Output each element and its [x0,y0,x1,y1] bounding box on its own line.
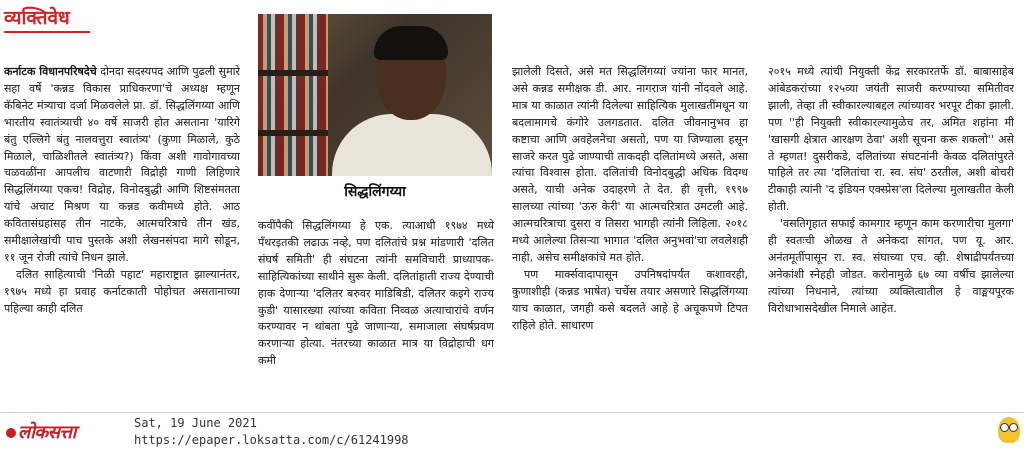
paragraph: दलित साहित्याची 'निळी पहाट' महाराष्ट्रात झाल्यानंतर, १९७५ मध्ये हा प्रवाह कर्नाटकाती पोहोचत असतानाच्या पहिल्या काही दलित [4,267,240,315]
loksatta-logo[interactable] [6,420,76,444]
footer-bar [0,412,1024,452]
lead-text: कर्नाटक विधानपरिषदेचे [4,65,97,78]
title-underline [4,31,90,33]
paragraph: कवींपैकी सिद्धलिंगय्या हे एक. त्याआधी १९७४ मध्ये पँथरइतकी लढाऊ नव्हे, पण दलितांचे प्रश्न मांडणारी 'दलित संघर्ष समिती' ही संघटना त्यांनी समविचारी प्राध्यापक-साहित्यिकांच्या साथीने सुरू केली. दलितांहाती राज्य देण्याची हाक देणाऱ्या 'दलितर बरुवर माडिबिडी, दलितर कइगे राज्य कुडी' यासारख्या त्यांच्या कविता निव्वळ अत्याचारांचे वर्णन करण्यावर न थांबता पुढे जाणाऱ्या, समाजाला संघर्षप्रवण करणाऱ्या होत्या. नंतरच्या काळात मात्र या विद्रोहाची धग कमी [258,219,494,368]
shelf-board [258,70,328,76]
column-1 [4,64,240,404]
portrait-photo [258,14,492,176]
paragraph [4,64,240,267]
paragraph: झालेली दिसते, असे मत सिद्धलिंगय्यां ज्यांना फार मानत, असे कन्नड समीक्षक डी. आर. नागराज यांनी नोंदवले आहे. मात्र या काळात त्यांनी दिलेल्या साहित्यिक मुलाखतींमधून या बदलामागचे कंगोरे उलगडतात. दलित जीवनानुभव हा कष्टाचा आणि अवहेलनेचा असतो, पण या जिण्याला हसून साजरे करत पुढे जाण्याची ताकदही दलितांमध्ये असते, असा त्यांचा विश्वास होता. दलितांची विनोदबुद्धी अधिक विदग्ध असते, याची अनेक उदाहरणे ते देत. ही वृत्ती, १९९७ सालच्या त्यांच्या 'ऊरु केरी' या आत्मचरित्रात उमटली आहे. आत्मचरित्राचा दुसरा व तिसरा भागही त्यांनी लिहिला. २०१८ मध्ये आलेल्या तिसऱ्या भागात 'दलित अनुभवां'चा लवलेशही नाही, असेच समीक्षकांचे मत होते. [512,65,748,264]
paragraph: २०१५ मध्ये त्यांची नियुक्ती केंद्र सरकारतर्फे डॉ. बाबासाहेब आंबेडकरांच्या १२५व्या जयंती साजरी करण्याच्या समितीवर झाली, तेव्हा ती स्वीकारल्याबद्दल त्यांच्यावर भरपूर टीका झाली. पण ''ही नियुक्ती स्वीकारल्यामुळेच तर, अमित शहांना मी 'खासगी क्षेत्रात आरक्षण ठेवा' अशी सूचना करू शकलो'' असे ते म्हणत! दुसरीकडे, दलितांच्या संघटनांनी केवळ दलितांपुरते पाहिले तर त्या 'दलितांचा रा. स्व. संघ' ठरतील, अशी बोचरी टीकाही त्यांनी 'द इंडियन एक्स्प्रेस'ला दिलेल्या मुलाखतीत केली होती. [768,65,1014,214]
photo-caption: सिद्धलिंगय्या [344,184,406,200]
paragraph-text: दोनदा सदस्यपद आणि पुढली सुमारे सहा वर्षे 'कन्नड विकास प्राधिकरणा'चे अध्यक्ष म्हणून कॅबिनेट मंत्र्याचा दर्जा मिळवलेले प्रा. डॉ. सिद्धलिंगय्या आणि भारतीय स्वातंत्र्याची ४० वर्षे साजरी होत असताना 'यारिगे बंतु एल्लिगे बंतु नालवत्तुरा स्वातंत्र्य' (कुणा मिळाले, कुठे मिळाले, चाळिशीतले स्वातंत्र्य?) किंवा अशी गावोगावच्या चळवळींना आपलीच वाटणारी विद्रोही गाणी लिहिणारे सिद्धलिंगय्या एकच! विद्रोह, विनोदबुद्धी आणि शिष्टसंमतता यांचे अचाट मिश्रण या कन्नड कवीमध्ये होते. आठ कवितासंग्रहांसह तीन नाटके, आत्मचरित्राचे तीन खंड, समीक्षालेखांची पाच पुस्तके अशी लेखनसंपदा मागे सोडून, ११ जून रोजी त्यांचे निधन झाले. [4,65,240,264]
paragraph: 'वसतिगृहात सफाई कामगार म्हणून काम करणारीचा मुलगा' ही स्वतःची ओळख ते अनेकदा सांगत, पण यू. आर. अनंतमूर्तीपासून रा. स्व. संघाच्या एच. व्ही. शेषाद्रीपर्यंतच्या अनेकांशी स्नेहही जोडत. करोनामुळे ६७ व्या वर्षीच झालेल्या त्यांच्या निधनाने, त्यांच्या व्यक्तित्वातील हे वाङ्मयपूरक विरोधाभासदेखील निमाले आहेत. [768,217,1014,315]
owl-icon[interactable] [998,417,1020,443]
edition-date: Sat, 19 June 2021 [134,416,257,430]
person-shirt [332,114,492,176]
shelf-board [258,130,328,136]
article-url-link[interactable]: https://epaper.loksatta.com/c/61241998 [134,433,409,447]
logo-text: लोकसत्ता [18,422,76,443]
column-2 [258,218,494,406]
section-title: व्यक्तिवेध [4,7,70,29]
paragraph: पण मार्क्सवादापासून उपनिषदांपर्यंत कशावरही, कुणाशीही (कन्नड भाषेत) चर्चेस तयार असणारे सिद्धलिंगय्या याच काळात, जगही कसे बदलते आहे हे अचूकपणे टिपत राहिले होते. साधारण [512,267,748,332]
column-3 [512,64,748,404]
bookshelf [258,14,328,176]
person-hair [374,26,448,60]
column-4 [768,64,1014,404]
logo-mark-icon [6,428,16,438]
